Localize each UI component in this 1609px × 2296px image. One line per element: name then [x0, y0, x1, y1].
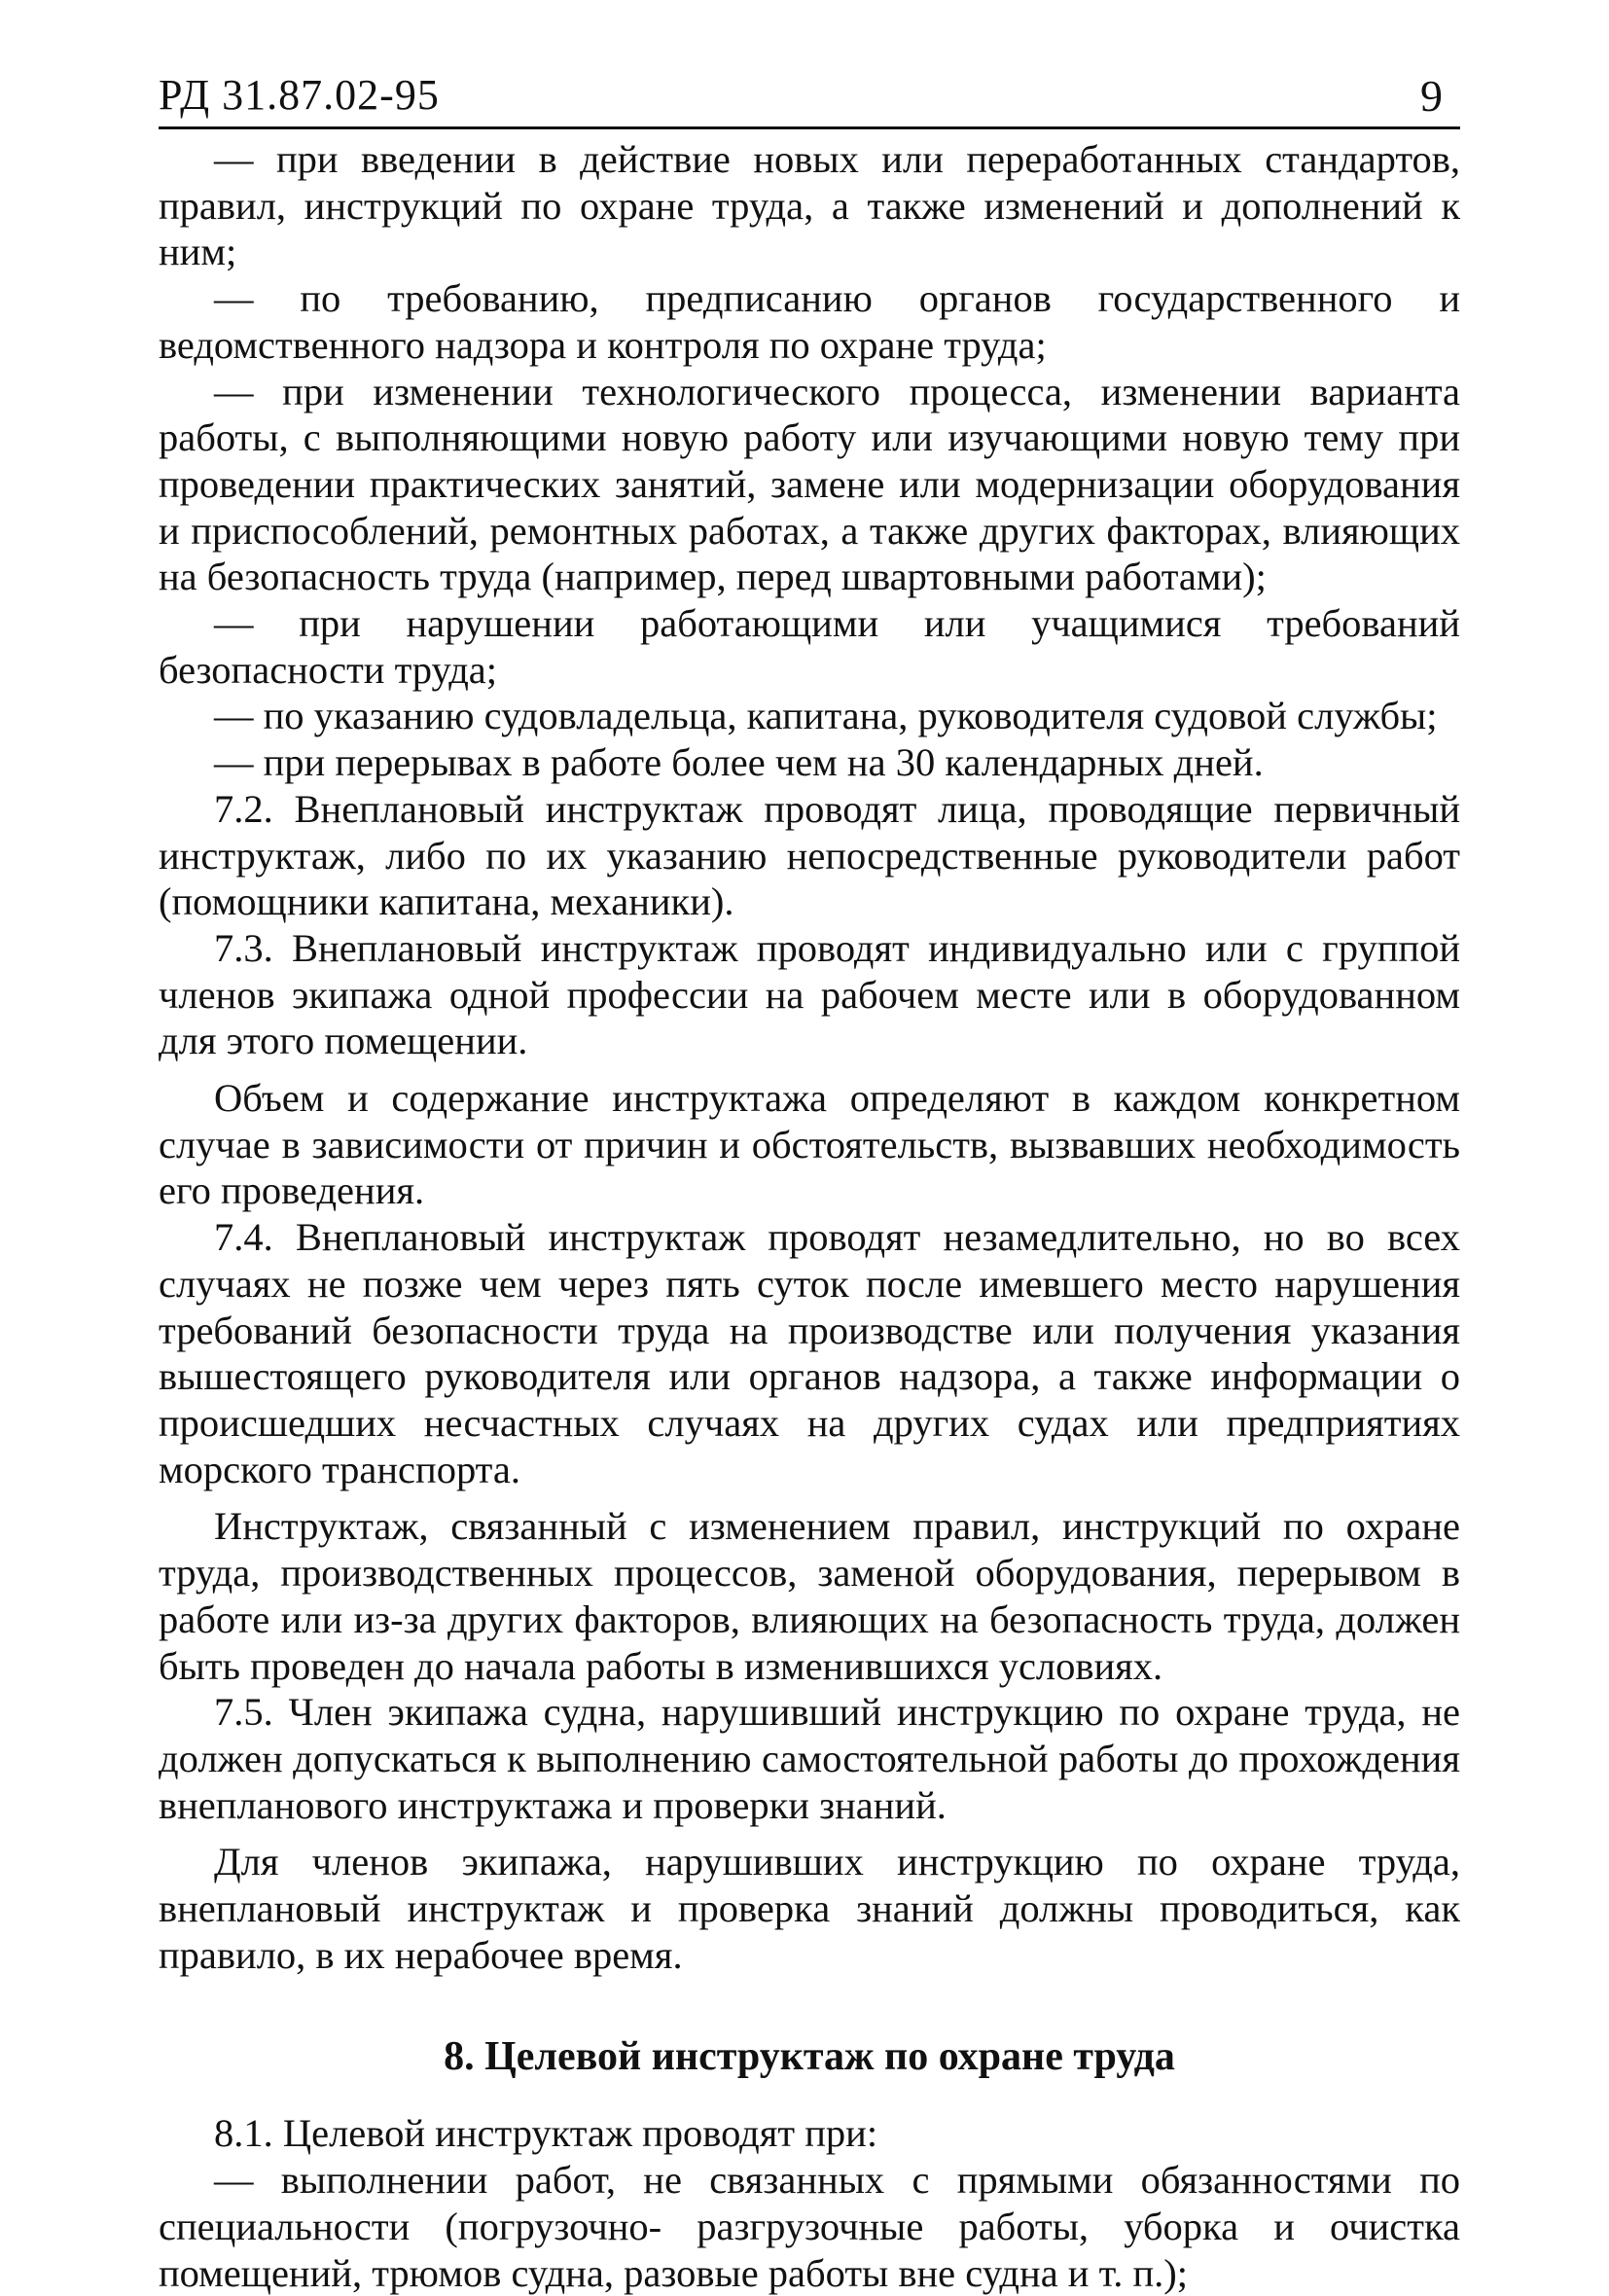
clause-7-3-scope: Объем и содержание инструктажа определяют в каждом конкретном случае в зависимости от причин и обстоятельств, вызвавших необходимость его проведения. — [159, 1076, 1460, 1213]
running-header — [159, 68, 1460, 129]
list-item-non-duty-work: — выполнении работ, не связанных с прямыми обязанностями по специальности (погрузочно- разгрузочные работы, уборка и очистка помещений, трюмов судна, разовые работы вне судна и т. п.); — [159, 2158, 1460, 2295]
list-item-owner-instruction: — по указанию судовладельца, капитана, руководителя судовой службы; — [214, 694, 1438, 738]
list-item-safety-violation: — при нарушении работающими или учащимися требований безопасности труда; — [159, 601, 1460, 692]
page-number: 9 — [1420, 71, 1443, 121]
clause-7-5-timing: Для членов экипажа, нарушивших инструкцию по охране труда, внеплановый инструктаж и проверка знаний должны проводиться, как правило, в их нерабочее время. — [159, 1840, 1460, 1977]
body-text — [159, 136, 1460, 2296]
clause-7-2: 7.2. Внеплановый инструктаж проводят лица, проводящие первичный инструктаж, либо по их указанию непосредственные руководители работ (помощники капитана, механики). — [159, 786, 1460, 924]
list-item-process-change: — при изменении технологического процесса, изменении варианта работы, с выполняющими новую работу или изучающими новую тему при проведении практических занятий, замене или модернизации оборудования и приспособлений, ремонтных работах, а также других факторах, влияющих на безопасность труда (например, перед швартовными работами); — [159, 369, 1460, 599]
list-item-work-break: — при перерывах в работе более чем на 30 календарных дней. — [214, 740, 1264, 785]
list-item-new-standards: — при введении в действие новых или переработанных стандартов, правил, инструкций по охране труда, а также изменений и дополнений к ним; — [159, 137, 1460, 274]
clause-8-1: 8.1. Целевой инструктаж проводят при: — [214, 2111, 878, 2156]
clause-7-3: 7.3. Внеплановый инструктаж проводят индивидуально или с группой членов экипажа одной профессии на рабочем месте или в оборудованном для этого помещении. — [159, 925, 1460, 1063]
section-8-title: 8. Целевой инструктаж по охране труда — [444, 2034, 1175, 2080]
list-item-supervision-request: — по требованию, предписанию органов государственного и ведомственного надзора и контроля по охране труда; — [159, 276, 1460, 367]
clause-7-5: 7.5. Член экипажа судна, нарушивший инструкцию по охране труда, не должен допускаться к выполнению самостоятельной работы до прохождения внепланового инструктажа и проверки знаний. — [159, 1690, 1460, 1827]
clause-7-4-conditions: Инструктаж, связанный с изменением правил, инструкций по охране труда, производственных процессов, заменой оборудования, перерывом в работе или из-за других факторов, влияющих на безопасность труда, должен быть проведен до начала работы в изменившихся условиях. — [159, 1504, 1460, 1688]
clause-7-4: 7.4. Внеплановый инструктаж проводят незамедлительно, но во всех случаях не позже чем через пять суток после имевшего место нарушения требований безопасности труда на производстве или получения указания вышестоящего руководителя или органов надзора, а также информации о происшедших несчастных случаях на других судах или предприятиях морского транспорта. — [159, 1215, 1460, 1491]
document-code: РД 31.87.02-95 — [159, 71, 440, 119]
